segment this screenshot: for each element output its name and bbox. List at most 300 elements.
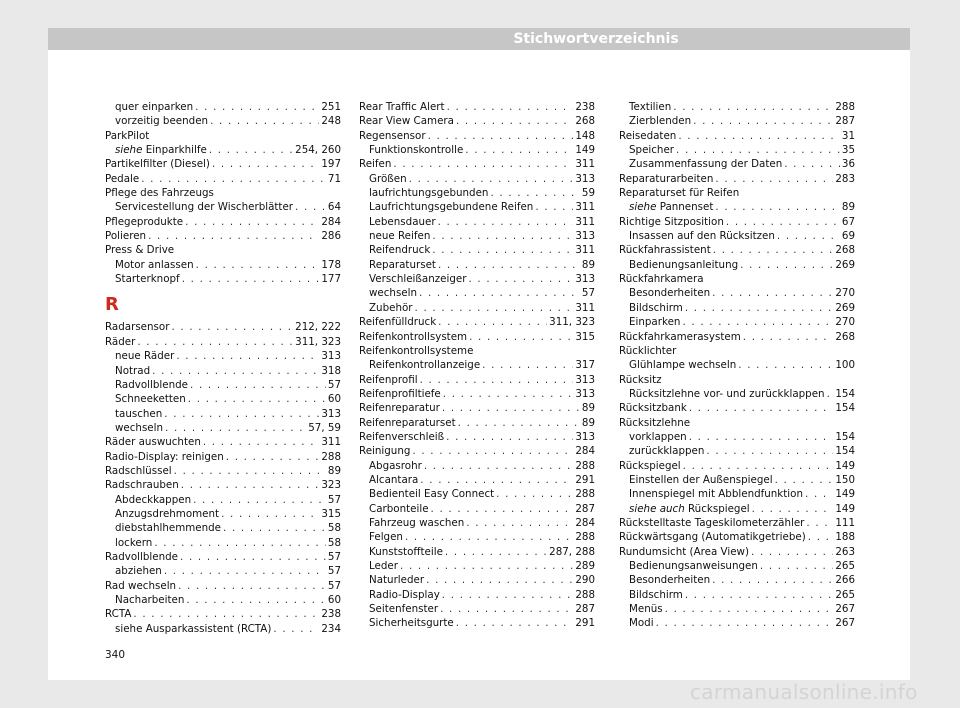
entry-page-ref[interactable]: 283 [835, 172, 855, 185]
entry-text [115, 349, 174, 363]
entry-page-ref[interactable]: 287 [835, 115, 855, 128]
index-subentry [359, 616, 595, 630]
page-number: 340 [105, 649, 126, 661]
dot-leader [482, 358, 573, 372]
entry-page-ref[interactable]: 150 [835, 473, 855, 486]
entry-label: Radschlüssel [105, 464, 172, 477]
entry-label: Reifenfülldruck [359, 316, 437, 329]
dot-leader [174, 464, 326, 478]
index-subentry [619, 559, 855, 573]
index-subentry [359, 200, 595, 214]
entry-page-ref[interactable]: 59 [581, 187, 595, 200]
dot-leader [203, 435, 319, 449]
entry-page-ref[interactable]: 288 [575, 588, 595, 601]
entry-text [115, 622, 271, 636]
dot-leader [152, 364, 319, 378]
dot-leader [712, 573, 833, 587]
entry-label: Radvollblende [105, 550, 179, 563]
entry-text [105, 607, 131, 621]
entry-text [105, 186, 214, 200]
entry-label: RCTA [105, 608, 132, 621]
dot-leader [221, 507, 319, 521]
index-entry [105, 607, 341, 621]
entry-text [629, 301, 683, 315]
entry-text [105, 335, 135, 349]
entry-label: Felgen [369, 531, 403, 544]
entry-label: Rad wechseln [105, 579, 177, 592]
entry-page-ref[interactable]: 265 [835, 560, 855, 572]
entry-text [369, 588, 440, 602]
entry-page-ref[interactable]: 263 [835, 545, 855, 558]
entry-page-ref[interactable]: 64 [327, 201, 341, 214]
entry-text [369, 172, 407, 186]
entry-label: vorklappen [629, 430, 687, 443]
entry-label: siehe Ausparkassistent (RCTA) [115, 622, 272, 635]
dot-leader [188, 392, 326, 406]
index-subentry [619, 315, 855, 329]
entry-text [619, 530, 806, 544]
dot-leader [712, 286, 833, 300]
dot-leader [676, 143, 840, 157]
entry-label: Reifenverschleiß [359, 430, 445, 443]
index-subentry [359, 272, 595, 286]
dot-leader [760, 559, 833, 573]
index-subentry [359, 258, 595, 272]
entry-label: Radarsensor [105, 321, 170, 334]
entry-label: Rücksitz [619, 373, 662, 386]
dot-leader [196, 258, 320, 272]
index-entry [619, 272, 855, 286]
dot-leader [496, 487, 573, 501]
entry-page-ref[interactable]: 67 [841, 215, 855, 228]
entry-page-ref[interactable]: 313 [321, 350, 341, 363]
entry-text [115, 258, 194, 272]
entry-text [115, 392, 186, 406]
index-subentry [619, 157, 855, 171]
entry-page-ref[interactable]: 57 [327, 565, 341, 578]
entry-page-ref[interactable]: 89 [581, 416, 595, 429]
entry-page-ref[interactable]: 267 [835, 603, 855, 616]
entry-text [105, 320, 169, 334]
entry-page-ref[interactable]: 178 [321, 258, 341, 271]
entry-label: Rückspiegel [619, 459, 681, 472]
entry-text [619, 373, 662, 387]
entry-text [369, 186, 488, 200]
index-entry [619, 172, 855, 186]
entry-page-ref[interactable]: 313 [321, 407, 341, 420]
entry-label: Besonderheiten [629, 287, 711, 300]
entry-text [359, 330, 467, 344]
dot-leader [420, 473, 573, 487]
entry-page-ref[interactable]: 154 [835, 402, 855, 415]
entry-text [369, 559, 398, 573]
entry-text [629, 444, 704, 458]
entry-page-ref[interactable]: 148 [575, 129, 595, 142]
entry-page-ref[interactable]: 315 [321, 507, 341, 520]
index-subentry [619, 502, 855, 516]
entry-text [619, 344, 676, 358]
entry-page-ref[interactable]: 270 [835, 316, 855, 329]
index-letter-heading: R [105, 294, 119, 316]
dot-leader [176, 349, 319, 363]
dot-leader [133, 607, 319, 621]
dot-leader [656, 616, 834, 630]
entry-label: Motor anlassen [115, 258, 194, 271]
index-subentry [619, 616, 855, 630]
dot-leader [164, 407, 319, 421]
entry-label: Reifenprofiltiefe [359, 387, 441, 400]
entry-page-ref[interactable]: 288 [835, 101, 855, 113]
entry-text [619, 129, 676, 143]
entry-label: Einstellen der Außenspiegel [629, 473, 773, 486]
entry-label: Reifenkontrollsysteme [359, 344, 474, 357]
entry-label: Zierblenden [629, 115, 692, 128]
entry-label: Laufrichtungsgebundene Reifen [369, 201, 534, 214]
entry-page-ref[interactable]: 89 [841, 201, 855, 214]
index-entry [105, 335, 341, 349]
entry-page-ref[interactable]: 149 [835, 502, 855, 515]
entry-label: tauschen [115, 407, 163, 420]
entry-page-ref[interactable]: 154 [835, 445, 855, 458]
entry-page-ref[interactable]: 60 [327, 393, 341, 406]
entry-page-ref[interactable]: 188 [835, 531, 855, 544]
entry-page-ref[interactable]: 313 [575, 273, 595, 286]
index-entry [619, 545, 855, 559]
entry-text [369, 243, 430, 257]
entry-label: Nacharbeiten [115, 594, 185, 606]
entry-page-ref[interactable]: 313 [575, 387, 595, 400]
entry-label: Starterknopf [115, 273, 180, 286]
entry-text [115, 364, 150, 378]
index-subentry [359, 172, 595, 186]
entry-page-ref[interactable]: 57, 59 [308, 421, 341, 434]
entry-label: Rücklichter [619, 344, 677, 357]
entry-page-ref[interactable]: 234 [321, 622, 341, 635]
dot-leader [445, 545, 547, 559]
dot-leader [226, 450, 320, 464]
entry-page-ref[interactable]: 212, 222 [295, 321, 341, 334]
entry-label: Modi [629, 617, 654, 630]
entry-page-ref[interactable]: 149 [835, 488, 855, 501]
dot-leader [432, 243, 573, 257]
entry-page-ref[interactable]: 315 [575, 330, 595, 343]
index-entry [105, 579, 341, 593]
index-entry [619, 459, 855, 473]
dot-leader [165, 421, 306, 435]
entry-label: lockern [115, 536, 153, 549]
entry-text [369, 143, 463, 157]
entry-page-ref[interactable]: 265 [835, 588, 855, 601]
index-column-1 [105, 100, 341, 636]
entry-page-ref[interactable]: 267 [835, 617, 855, 630]
dot-leader [185, 215, 319, 229]
entry-page-ref[interactable]: 177 [321, 273, 341, 286]
entry-text [105, 435, 201, 449]
entry-page-ref[interactable]: 288 [575, 459, 595, 472]
entry-page-ref[interactable]: 266 [835, 574, 855, 587]
dot-leader [775, 473, 834, 487]
entry-page-ref[interactable]: 311, 323 [295, 335, 341, 348]
index-subentry [359, 502, 595, 516]
dot-leader [428, 129, 574, 143]
entry-page-ref[interactable]: 313 [575, 172, 595, 185]
entry-page-ref[interactable]: 268 [835, 330, 855, 343]
entry-page-ref[interactable]: 149 [575, 144, 595, 157]
entry-page-ref[interactable]: 254, 260 [295, 144, 341, 157]
index-subentry [619, 258, 855, 272]
entry-label: Kunststoffteile [369, 545, 443, 558]
entry-text [369, 573, 424, 587]
entry-page-ref[interactable]: 288 [321, 450, 341, 463]
entry-page-ref[interactable]: 57 [327, 493, 341, 506]
entry-page-ref[interactable]: 197 [321, 158, 341, 171]
index-entry [359, 416, 595, 430]
entry-page-ref[interactable]: 290 [575, 574, 595, 587]
entry-label: Glühlampe wechseln [629, 359, 737, 372]
entry-page-ref[interactable]: 311 [321, 436, 341, 449]
index-entry [105, 243, 341, 257]
entry-page-ref[interactable]: 269 [835, 301, 855, 314]
index-subentry [359, 186, 595, 200]
entry-page-ref[interactable]: 60 [327, 594, 341, 606]
index-subentry [359, 473, 595, 487]
index-subentry [619, 100, 855, 114]
dot-leader [195, 100, 319, 114]
entry-page-ref[interactable]: 318 [321, 364, 341, 377]
index-subentry [105, 536, 341, 550]
entry-label: Radvollblende [115, 378, 189, 391]
entry-page-ref[interactable]: 313 [575, 230, 595, 243]
watermark-logo: carmanualsonline.info [690, 680, 918, 704]
entry-page-ref[interactable]: 311 [575, 201, 595, 214]
entry-page-ref[interactable]: 311 [575, 244, 595, 257]
index-entry [105, 157, 341, 171]
entry-page-ref[interactable]: 57 [581, 287, 595, 300]
entry-label: Funktionskontrolle [369, 144, 464, 157]
index-entry [619, 373, 855, 387]
entry-text [619, 272, 704, 286]
entry-page-ref[interactable]: 71 [327, 172, 341, 185]
entry-page-ref[interactable]: 291 [575, 617, 595, 630]
entry-text [115, 378, 188, 392]
entry-label: Press & Drive [105, 244, 175, 257]
entry-page-ref[interactable]: 69 [841, 230, 855, 243]
entry-page-ref[interactable]: 268 [575, 115, 595, 128]
entry-label: Bildschirm [629, 588, 683, 601]
entry-page-ref[interactable]: 154 [835, 387, 855, 400]
index-subentry [359, 602, 595, 616]
entry-page-ref[interactable]: 287 [575, 502, 595, 515]
dot-leader [432, 229, 573, 243]
entry-page-ref[interactable]: 284 [575, 516, 595, 529]
index-entry [105, 464, 341, 478]
entry-text [629, 286, 710, 300]
index-entry [105, 229, 341, 243]
dot-leader [164, 564, 326, 578]
entry-page-ref[interactable]: 149 [835, 459, 855, 472]
entry-page-ref[interactable]: 284 [321, 215, 341, 228]
entry-page-ref[interactable]: 311 [575, 215, 595, 228]
index-subentry [619, 473, 855, 487]
entry-page-ref[interactable]: 270 [835, 287, 855, 300]
entry-page-ref[interactable]: 154 [835, 430, 855, 443]
index-subentry [105, 407, 341, 421]
entry-text [369, 602, 438, 616]
entry-page-ref[interactable]: 269 [835, 258, 855, 271]
index-subentry [619, 200, 855, 214]
entry-page-ref[interactable]: 89 [327, 464, 341, 477]
index-subentry [105, 200, 341, 214]
entry-text [359, 100, 445, 114]
entry-label: Radschrauben [105, 479, 179, 492]
index-subentry [359, 358, 595, 372]
index-entry [359, 401, 595, 415]
entry-page-ref[interactable]: 31 [841, 129, 855, 142]
entry-page-ref[interactable]: 287 [575, 603, 595, 616]
index-entry [619, 243, 855, 257]
entry-label: Rear Traffic Alert [359, 101, 445, 113]
entry-page-ref[interactable]: 313 [575, 430, 595, 443]
index-entry [359, 157, 595, 171]
entry-page-ref[interactable]: 313 [575, 373, 595, 386]
entry-text [369, 530, 403, 544]
entry-page-ref[interactable]: 248 [321, 115, 341, 128]
entry-page-ref[interactable]: 36 [841, 158, 855, 171]
entry-text [115, 272, 180, 286]
dot-leader [210, 114, 319, 128]
dot-leader [438, 315, 547, 329]
index-column-2 [359, 100, 595, 631]
entry-page-ref[interactable]: 238 [321, 608, 341, 621]
entry-label: Rücksitzbank [619, 402, 687, 415]
dot-leader [209, 143, 293, 157]
entry-text [359, 430, 444, 444]
index-column-3 [619, 100, 855, 631]
index-entry [105, 478, 341, 492]
dot-leader [535, 200, 573, 214]
entry-text [629, 258, 738, 272]
entry-see-reference: siehe auch [629, 502, 685, 515]
entry-label: Räder auswuchten [105, 436, 201, 449]
entry-page-ref[interactable]: 288 [575, 488, 595, 501]
dot-leader [412, 444, 573, 458]
entry-text [629, 573, 710, 587]
index-entry [619, 215, 855, 229]
entry-label: neue Reifen [369, 230, 431, 243]
dot-leader [726, 215, 840, 229]
entry-page-ref[interactable]: 286 [321, 230, 341, 243]
entry-label: Bedienungsanweisungen [629, 560, 758, 572]
entry-page-ref[interactable]: 311 [575, 301, 595, 314]
entry-page-ref[interactable]: 311 [575, 158, 595, 171]
entry-page-ref[interactable]: 89 [581, 258, 595, 271]
entry-page-ref[interactable]: 57 [327, 378, 341, 391]
entry-text [629, 502, 750, 516]
dot-leader [805, 487, 833, 501]
entry-text [619, 401, 687, 415]
entry-label: Radio-Display [369, 588, 440, 601]
entry-page-ref[interactable]: 100 [835, 359, 855, 372]
dot-leader [685, 588, 834, 602]
entry-page-ref[interactable]: 311, 323 [549, 316, 595, 329]
entry-text [629, 387, 825, 401]
entry-page-ref[interactable]: 288 [575, 531, 595, 544]
index-subentry [619, 602, 855, 616]
index-entry [105, 435, 341, 449]
entry-label: Reisedaten [619, 129, 677, 142]
index-subentry [359, 559, 595, 573]
entry-text [619, 416, 690, 430]
entry-text [629, 559, 758, 573]
dot-leader [171, 320, 293, 334]
entry-page-ref[interactable]: 57 [327, 579, 341, 592]
entry-text [629, 358, 736, 372]
dot-leader [420, 373, 574, 387]
dot-leader [447, 100, 574, 114]
entry-text [369, 286, 417, 300]
entry-text [629, 200, 713, 214]
entry-text [359, 114, 454, 128]
index-entry [105, 450, 341, 464]
entry-label: Lebensdauer [369, 215, 436, 228]
entry-page-ref[interactable]: 317 [575, 359, 595, 372]
entry-text [629, 100, 671, 114]
dot-leader [458, 416, 580, 430]
index-subentry [359, 530, 595, 544]
entry-label: Notrad [115, 364, 151, 377]
entry-label: Regensensor [359, 129, 426, 142]
entry-page-ref[interactable]: 251 [321, 101, 341, 113]
dot-leader [715, 172, 833, 186]
index-entry [359, 330, 595, 344]
entry-label: Pedale [105, 172, 140, 185]
entry-text [629, 588, 683, 602]
entry-page-ref[interactable]: 58 [327, 536, 341, 549]
dot-leader [405, 530, 573, 544]
entry-page-ref[interactable]: 58 [327, 522, 341, 535]
dot-leader [706, 444, 833, 458]
entry-page-ref[interactable]: 289 [575, 560, 595, 572]
entry-page-ref[interactable]: 291 [575, 473, 595, 486]
entry-page-ref[interactable]: 57 [327, 550, 341, 563]
entry-label: Rückspiegel [684, 502, 750, 515]
dot-leader [273, 622, 319, 636]
entry-text [369, 215, 436, 229]
entry-page-ref[interactable]: 287, 288 [549, 545, 595, 558]
dot-leader [182, 272, 320, 286]
entry-text [369, 301, 413, 315]
entry-page-ref[interactable]: 111 [835, 516, 855, 529]
entry-label: Verschleißanzeiger [369, 273, 467, 286]
index-subentry [359, 516, 595, 530]
index-subentry [359, 487, 595, 501]
entry-text [359, 373, 418, 387]
index-entry [359, 444, 595, 458]
entry-page-ref[interactable]: 89 [581, 402, 595, 415]
entry-page-ref[interactable]: 323 [321, 479, 341, 492]
entry-page-ref[interactable]: 238 [575, 101, 595, 113]
entry-text [619, 215, 724, 229]
entry-page-ref[interactable]: 268 [835, 244, 855, 257]
entry-text [105, 478, 179, 492]
index-entry [359, 100, 595, 114]
entry-label: quer einparken [115, 101, 194, 113]
index-subentry [359, 143, 595, 157]
entry-page-ref[interactable]: 35 [841, 144, 855, 157]
entry-text [105, 215, 183, 229]
dot-leader [212, 157, 319, 171]
entry-page-ref[interactable]: 284 [575, 445, 595, 458]
